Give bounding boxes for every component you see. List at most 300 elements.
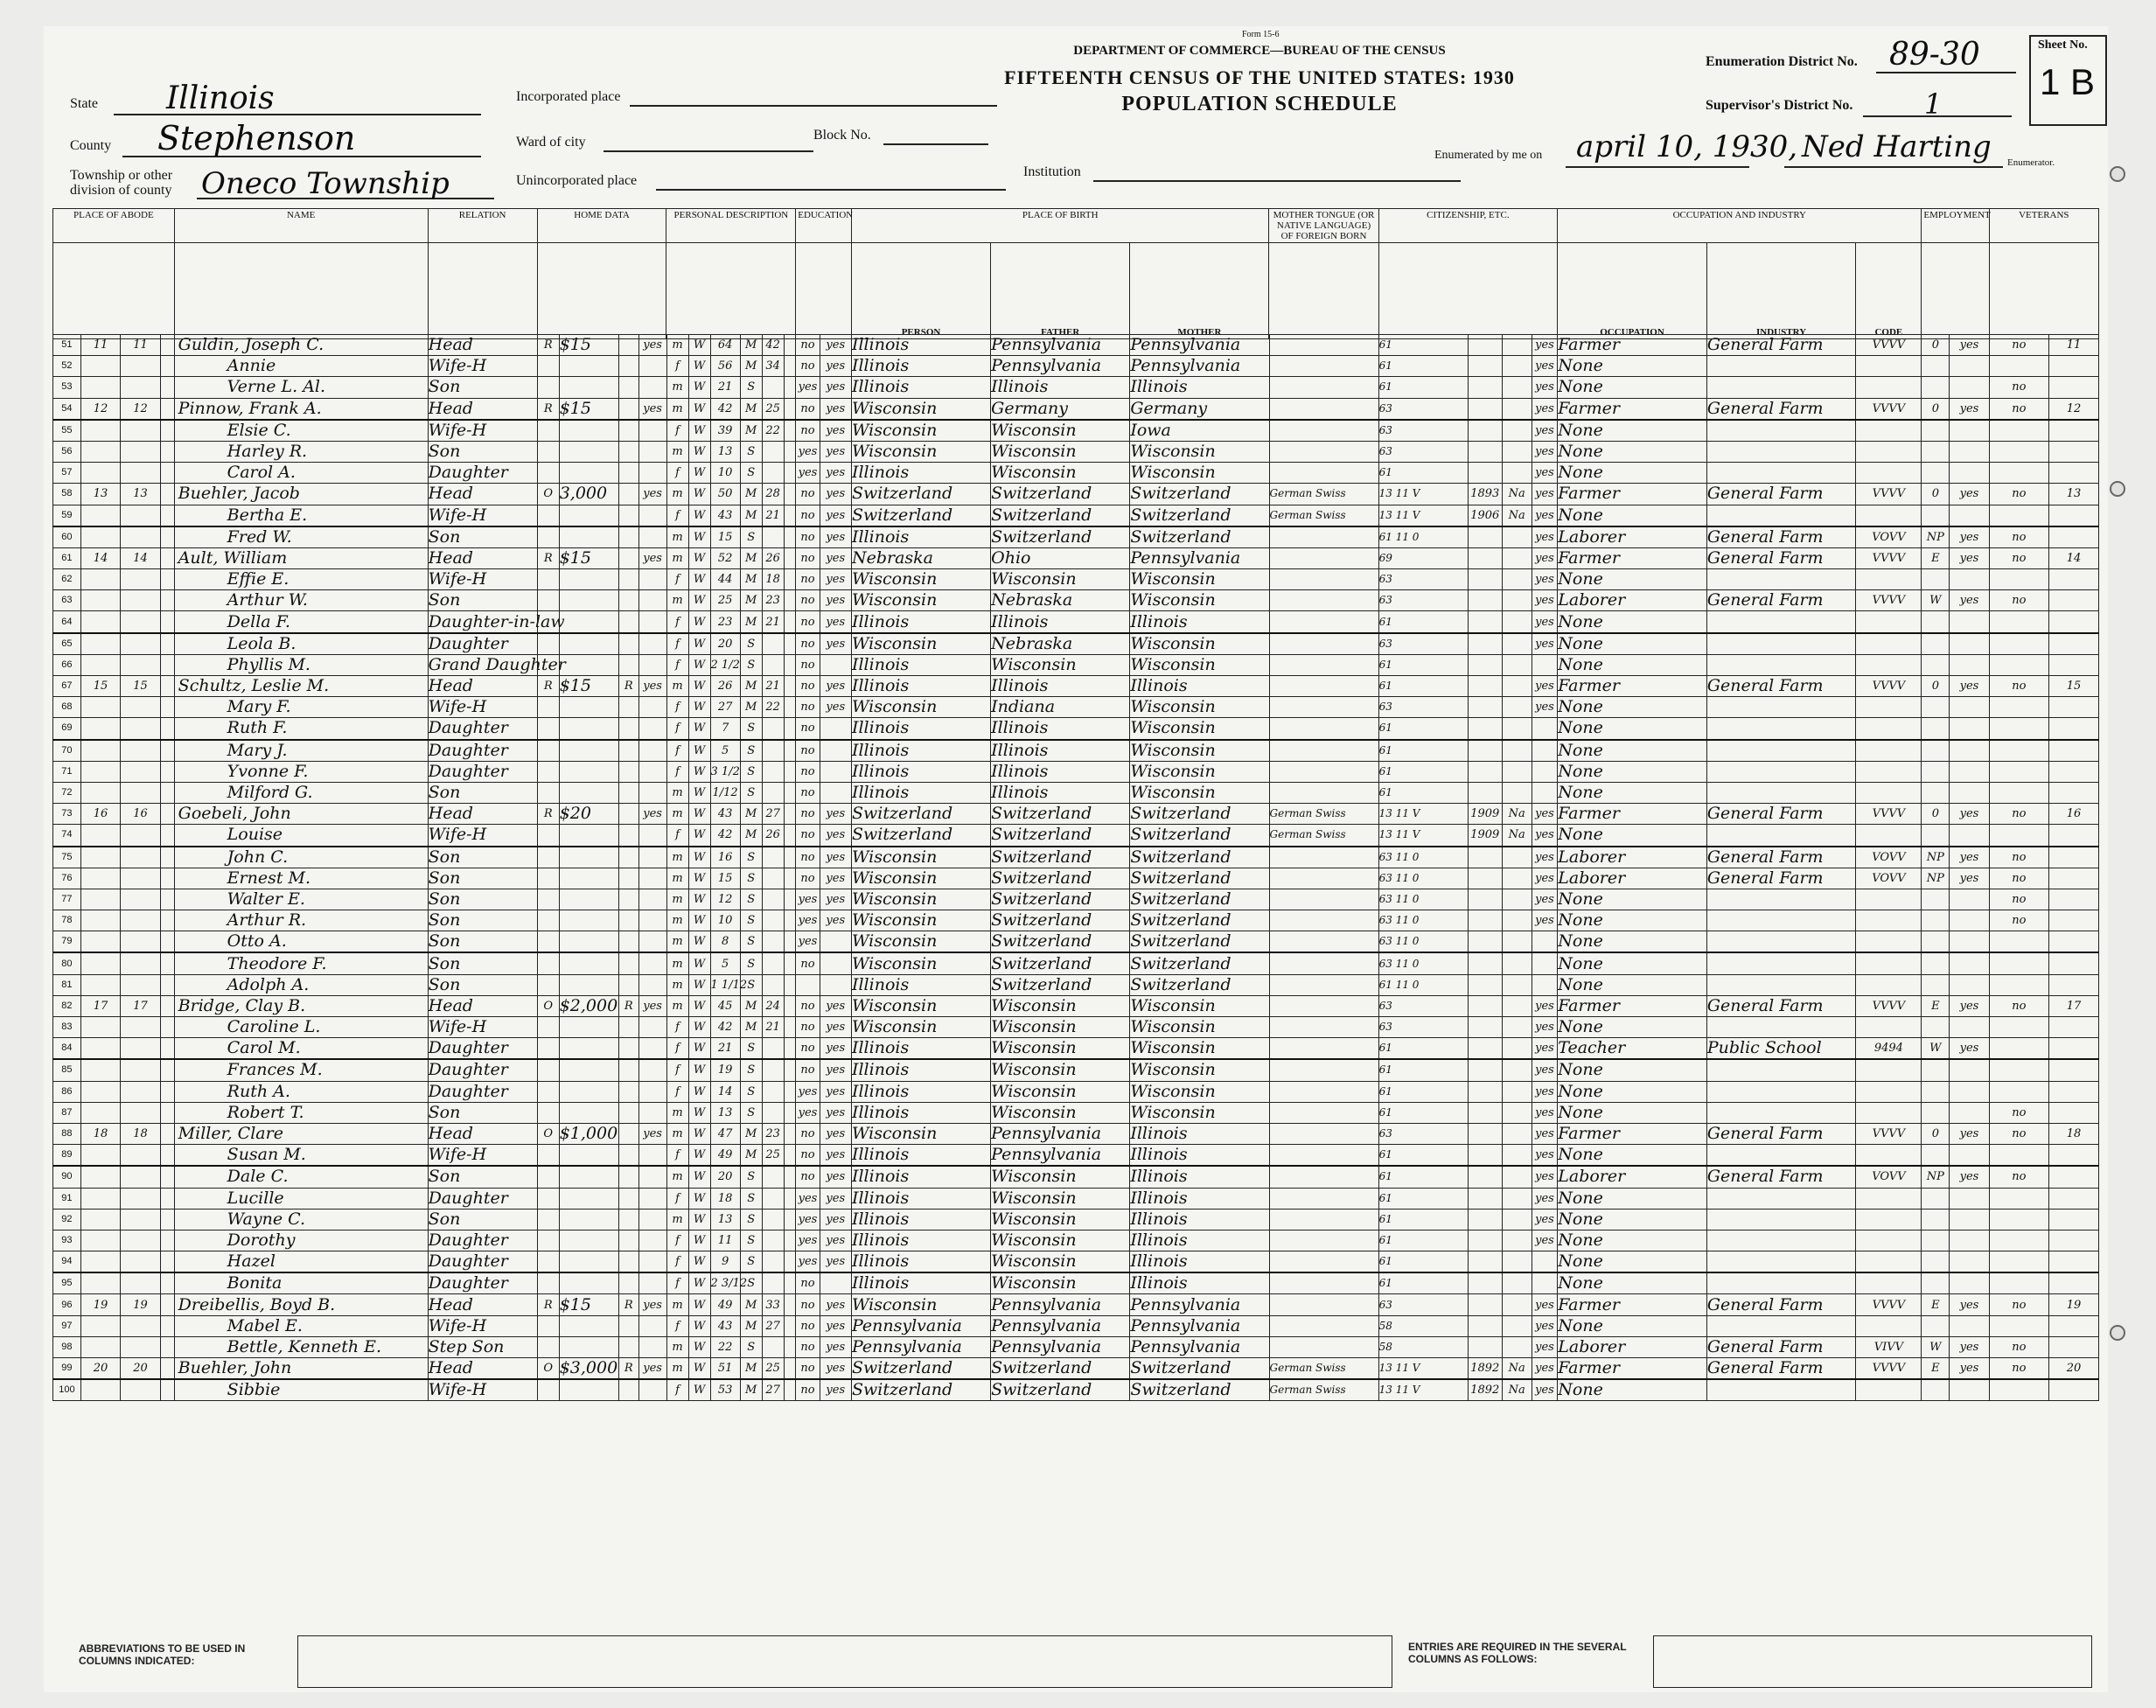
cell-n: 91 [53,1188,81,1209]
cell-name: Adolph A. [174,974,428,995]
cell-fb: Switzerland [991,868,1130,889]
cell-name: Wayne C. [174,1209,428,1230]
cell-eng [1532,974,1558,995]
cell-nat [1502,1315,1532,1336]
cell-mb: Switzerland [1130,910,1269,931]
cell-own [537,1059,559,1081]
spacer-cell [160,847,174,868]
spacer-cell [784,1017,796,1038]
cell-radio [618,782,638,803]
cell-farm [638,441,666,462]
cell-emp [1950,1272,1989,1294]
cell-read: yes [820,1166,851,1188]
cell-occ: None [1558,1272,1707,1294]
cell-mb: Switzerland [1130,889,1269,910]
census-row [53,804,2099,825]
cell-fam [121,1209,160,1230]
cell-age: 50 [710,484,740,505]
cell-n: 95 [53,1272,81,1294]
cell-tongue [1269,1294,1378,1315]
cell-age: 42 [710,1017,740,1038]
cell-mb: Illinois [1130,611,1269,633]
cell-fam2 [2048,1315,2098,1336]
cell-pb: Wisconsin [851,1123,990,1144]
cell-cw: W [1922,1038,1950,1060]
cell-fam [121,1145,160,1167]
cell-n: 79 [53,931,81,953]
cell-dw [80,1038,120,1060]
cell-age: 11 [710,1230,740,1251]
cell-read: yes [820,1251,851,1273]
cell-rel: Son [428,590,537,611]
cell-vet [1989,825,2048,847]
cell-fam: 14 [121,547,160,568]
cell-mb: Wisconsin [1130,718,1269,740]
cell-radio [618,1230,638,1251]
cell-fam [121,761,160,782]
cell-read: yes [820,590,851,611]
cell-ind [1706,1230,1856,1251]
cell-tongue: German Swiss [1269,1358,1378,1380]
cell-eng: yes [1532,1336,1558,1357]
cell-mar: S [740,740,762,762]
cell-race: W [688,441,710,462]
spacer-cell [784,804,796,825]
cell-own [537,1272,559,1294]
cell-oc: VIVV [1856,1336,1922,1357]
spacer-cell [160,335,174,356]
cell-dw [80,611,120,633]
cell-nat [1502,868,1532,889]
cell-fam [121,1038,160,1060]
cell-code: 61 [1378,1272,1468,1294]
cell-agem [762,1209,784,1230]
cell-fb: Wisconsin [991,1017,1130,1038]
cell-sex: f [666,1145,688,1167]
cell-fb: Ohio [991,547,1130,568]
cell-emp [1950,1251,1989,1273]
cell-pb: Illinois [851,526,990,548]
cell-ind: General Farm [1706,484,1856,505]
cell-code: 63 [1378,697,1468,718]
cell-imm [1468,1081,1502,1102]
cell-pb: Illinois [851,1272,990,1294]
cell-val [559,718,618,740]
cell-own [537,868,559,889]
cell-read: yes [820,847,851,868]
cell-fb: Wisconsin [991,1251,1130,1273]
cell-val [559,569,618,590]
cell-sch: yes [796,1102,820,1123]
cell-ind [1706,1379,1856,1401]
cell-occ: None [1558,740,1707,762]
census-row [53,463,2099,484]
cell-occ: Farmer [1558,1294,1707,1315]
cell-imm [1468,1038,1502,1060]
cell-sch: no [796,484,820,505]
cell-fb: Indiana [991,697,1130,718]
cell-name: Phyllis M. [174,654,428,675]
cell-fb: Wisconsin [991,420,1130,442]
ed-value: 89-30 [1889,37,1980,73]
form-number: Form 15-6 [1242,30,1280,39]
cell-cw [1922,761,1950,782]
cell-cw [1922,1251,1950,1273]
cell-val [559,974,618,995]
cell-oc [1856,1102,1922,1123]
cell-fb: Wisconsin [991,463,1130,484]
cell-n: 86 [53,1081,81,1102]
cell-sex: m [666,889,688,910]
cell-eng: yes [1532,1166,1558,1188]
cell-fb: Switzerland [991,952,1130,974]
cell-mb: Illinois [1130,377,1269,398]
cell-imm [1468,590,1502,611]
cell-age: 25 [710,590,740,611]
cell-mar: S [740,1102,762,1123]
cell-mb: Pennsylvania [1130,335,1269,356]
cell-age: 49 [710,1145,740,1167]
cell-cw [1922,569,1950,590]
cell-fam2 [2048,1272,2098,1294]
cell-agem: 27 [762,1379,784,1401]
cell-n: 70 [53,740,81,762]
cell-tongue [1269,910,1378,931]
cell-pb: Pennsylvania [851,1315,990,1336]
cell-val: $15 [559,335,618,356]
cell-rel: Son [428,782,537,803]
spacer-cell [784,590,796,611]
cell-imm [1468,676,1502,697]
cell-dw [80,1188,120,1209]
cell-race: W [688,505,710,526]
cell-mar: M [740,484,762,505]
cell-fam: 17 [121,995,160,1016]
cell-imm [1468,335,1502,356]
cell-oc [1856,1188,1922,1209]
cell-fb: Switzerland [991,889,1130,910]
cell-mb: Switzerland [1130,1358,1269,1380]
cell-age: 56 [710,356,740,377]
cell-dw [80,1059,120,1081]
cell-sex: f [666,697,688,718]
cell-ind [1706,974,1856,995]
cell-dw: 19 [80,1294,120,1315]
cell-ind [1706,1081,1856,1102]
cell-farm [638,1038,666,1060]
cell-vet [1989,974,2048,995]
cell-n: 85 [53,1059,81,1081]
cell-fam2 [2048,1059,2098,1081]
cell-agem: 22 [762,420,784,442]
cell-mb: Switzerland [1130,1379,1269,1401]
cell-dw [80,761,120,782]
cell-mar: S [740,633,762,655]
cell-pb: Illinois [851,718,990,740]
cell-code: 13 11 V [1378,1379,1468,1401]
cell-farm [638,740,666,762]
cell-rel: Son [428,868,537,889]
cell-agem [762,1251,784,1273]
incorporated-label: Incorporated place [516,89,621,104]
section-employment: EMPLOYMENT [1922,209,1989,243]
cell-mb: Switzerland [1130,505,1269,526]
cell-val [559,654,618,675]
cell-nat [1502,1251,1532,1273]
cell-sch: yes [796,1251,820,1273]
cell-fam2 [2048,463,2098,484]
cell-nat [1502,952,1532,974]
cell-sch: yes [796,889,820,910]
cell-pb: Switzerland [851,1379,990,1401]
cell-emp: yes [1950,526,1989,548]
cell-tongue [1269,611,1378,633]
cell-name: Guldin, Joseph C. [174,335,428,356]
cell-tongue [1269,1272,1378,1294]
cell-agem [762,1272,784,1294]
cell-emp: yes [1950,335,1989,356]
cell-cw [1922,974,1950,995]
cell-race: W [688,1251,710,1273]
cell-tongue [1269,526,1378,548]
cell-own [537,633,559,655]
cell-fam: 16 [121,804,160,825]
cell-nat: Na [1502,484,1532,505]
cell-own: R [537,1294,559,1315]
census-row [53,1251,2099,1273]
cell-own [537,697,559,718]
cell-own: R [537,547,559,568]
cell-pb: Wisconsin [851,1017,990,1038]
cell-read: yes [820,1315,851,1336]
cell-val [559,633,618,655]
cell-eng: yes [1532,356,1558,377]
census-row [53,910,2099,931]
cell-pb: Illinois [851,1038,990,1060]
cell-agem: 24 [762,995,784,1016]
cell-agem [762,782,784,803]
cell-imm [1468,1209,1502,1230]
cell-fam2 [2048,569,2098,590]
cell-dw [80,889,120,910]
cell-occ: None [1558,654,1707,675]
cell-radio [618,1336,638,1357]
cell-agem [762,654,784,675]
cell-imm [1468,1294,1502,1315]
cell-imm [1468,889,1502,910]
cell-emp: yes [1950,995,1989,1016]
spacer-cell [784,1123,796,1144]
cell-imm [1468,633,1502,655]
cell-rel: Wife-H [428,1017,537,1038]
cell-mb: Germany [1130,398,1269,420]
cell-farm [638,1166,666,1188]
spacer-cell [160,718,174,740]
cell-n: 68 [53,697,81,718]
cell-oc [1856,740,1922,762]
cell-eng: yes [1532,547,1558,568]
cell-vet [1989,1251,2048,1273]
cell-farm: yes [638,547,666,568]
cell-age: 19 [710,1059,740,1081]
population-table [52,334,2099,1401]
cell-radio [618,931,638,953]
cell-imm [1468,740,1502,762]
cell-eng: yes [1532,569,1558,590]
cell-tongue [1269,1123,1378,1144]
cell-ind: General Farm [1706,526,1856,548]
cell-rel: Wife-H [428,825,537,847]
cell-fb: Illinois [991,377,1130,398]
cell-agem: 21 [762,676,784,697]
census-row [53,1272,2099,1294]
cell-mar: M [740,335,762,356]
cell-name: Dreibellis, Boyd B. [174,1294,428,1315]
cell-radio [618,868,638,889]
cell-radio [618,825,638,847]
cell-dw [80,1272,120,1294]
spacer-cell [784,356,796,377]
cell-nat [1502,1081,1532,1102]
cell-age: 10 [710,910,740,931]
cell-occ: Farmer [1558,335,1707,356]
cell-fam [121,1102,160,1123]
spacer-cell [784,782,796,803]
cell-tongue [1269,356,1378,377]
cell-oc [1856,441,1922,462]
cell-code: 58 [1378,1336,1468,1357]
spacer-cell [160,1294,174,1315]
cell-mb: Illinois [1130,1209,1269,1230]
cell-dw [80,526,120,548]
cell-age: 7 [710,718,740,740]
cell-mar: S [740,1059,762,1081]
cell-emp: yes [1950,547,1989,568]
cell-farm [638,1017,666,1038]
cell-imm [1468,1188,1502,1209]
cell-n: 63 [53,590,81,611]
cell-sch: no [796,825,820,847]
cell-read: yes [820,1081,851,1102]
cell-sex: f [666,1379,688,1401]
cell-fam [121,441,160,462]
section-personal: PERSONAL DESCRIPTION [666,209,796,243]
cell-rel: Head [428,1123,537,1144]
cell-tongue [1269,335,1378,356]
cell-agem: 42 [762,335,784,356]
cell-fam [121,526,160,548]
cell-fam [121,633,160,655]
cell-code: 63 [1378,420,1468,442]
cell-ind [1706,910,1856,931]
cell-vet: no [1989,1102,2048,1123]
cell-name: Buehler, Jacob [174,484,428,505]
cell-occ: Laborer [1558,868,1707,889]
cell-sch: no [796,676,820,697]
cell-val [559,1102,618,1123]
cell-fam2 [2048,910,2098,931]
spacer-cell [784,1251,796,1273]
cell-farm [638,611,666,633]
cell-cw [1922,377,1950,398]
cell-emp [1950,1379,1989,1401]
cell-agem: 21 [762,505,784,526]
cell-fam2 [2048,1017,2098,1038]
cell-fb: Pennsylvania [991,1294,1130,1315]
census-row [53,611,2099,633]
cell-sex: f [666,505,688,526]
cell-nat [1502,611,1532,633]
cell-n: 72 [53,782,81,803]
cell-occ: None [1558,420,1707,442]
cell-sex: m [666,847,688,868]
spacer-cell [784,1336,796,1357]
section-birth: PLACE OF BIRTH [851,209,1269,243]
cell-imm [1468,782,1502,803]
cell-vet [1989,761,2048,782]
cell-radio [618,654,638,675]
cell-mb: Illinois [1130,1123,1269,1144]
cell-ind: General Farm [1706,1294,1856,1315]
cell-farm [638,590,666,611]
cell-code: 63 [1378,569,1468,590]
cell-fb: Switzerland [991,974,1130,995]
cell-name: Mabel E. [174,1315,428,1336]
cell-tongue [1269,974,1378,995]
cell-fam [121,1336,160,1357]
cell-vet: no [1989,995,2048,1016]
cell-age: 1 1/12 [710,974,740,995]
census-row [53,1358,2099,1380]
cell-sch: no [796,569,820,590]
cell-eng: yes [1532,505,1558,526]
cell-oc [1856,1145,1922,1167]
spacer-cell [784,1038,796,1060]
cell-code: 63 [1378,1123,1468,1144]
cell-dw [80,420,120,442]
cell-pb: Switzerland [851,825,990,847]
cell-n: 94 [53,1251,81,1273]
cell-occ: Farmer [1558,1123,1707,1144]
cell-imm [1468,995,1502,1016]
cell-occ: Farmer [1558,676,1707,697]
cell-n: 53 [53,377,81,398]
cell-val [559,463,618,484]
cell-sch: no [796,611,820,633]
cell-mb: Illinois [1130,676,1269,697]
institution-label: Institution [1023,164,1081,179]
cell-vet [1989,1315,2048,1336]
cell-farm [638,782,666,803]
cell-read: yes [820,1188,851,1209]
cell-mar: S [740,782,762,803]
cell-dw: 13 [80,484,120,505]
cell-nat [1502,1166,1532,1188]
cell-emp: yes [1950,847,1989,868]
cell-eng: yes [1532,484,1558,505]
cell-cw [1922,1102,1950,1123]
unincorporated-label: Unincorporated place [516,173,638,188]
cell-name: Schultz, Leslie M. [174,676,428,697]
cell-name: Ernest M. [174,868,428,889]
cell-rel: Wife-H [428,697,537,718]
cell-occ: Farmer [1558,995,1707,1016]
spacer-cell [784,377,796,398]
cell-nat [1502,569,1532,590]
spacer-cell [784,697,796,718]
cell-own [537,1336,559,1357]
cell-mb: Pennsylvania [1130,1294,1269,1315]
